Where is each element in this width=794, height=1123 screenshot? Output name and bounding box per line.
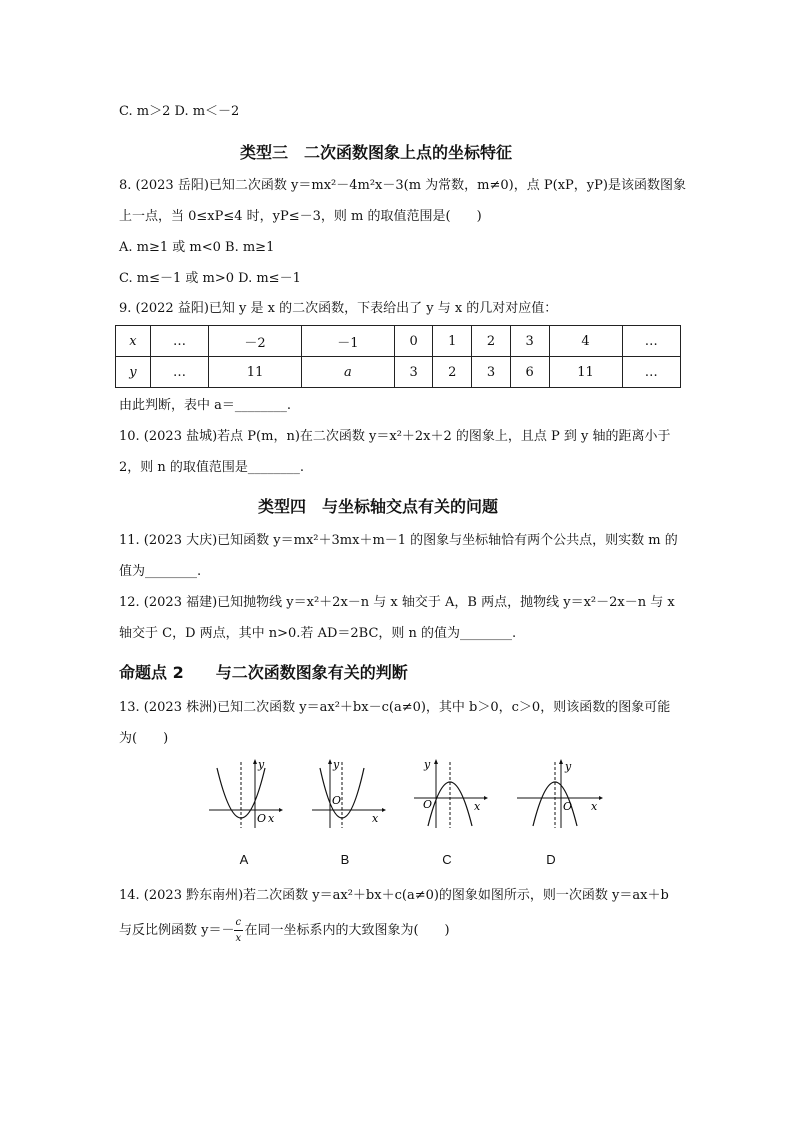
y-axis-label: y xyxy=(333,758,340,771)
x-axis-label: x xyxy=(474,800,481,813)
fraction-c-over-x xyxy=(234,917,244,944)
q7-options: C. m＞2 D. m＜－2 xyxy=(119,104,240,119)
table-cell: … xyxy=(150,357,208,388)
y-axis-label: y xyxy=(565,760,572,773)
fraction-denominator: x xyxy=(235,933,242,944)
table-cell: 1 xyxy=(433,326,472,357)
q13-line-2: 为( ) xyxy=(119,731,169,746)
q8-options-ab: A. m≥1 或 m<0 B. m≥1 xyxy=(119,240,275,255)
q14-line-2-prefix: 与反比例函数 y＝－ xyxy=(119,923,235,938)
q14-line-2 xyxy=(119,917,450,944)
table-cell: x xyxy=(116,326,151,357)
graph-d-label: D xyxy=(546,852,556,867)
table-cell: y xyxy=(116,357,151,388)
q14-line-2-suffix: 在同一坐标系内的大致图象为( ) xyxy=(244,923,450,938)
table-cell: －2 xyxy=(209,326,302,357)
table-row xyxy=(116,326,681,357)
graph-b xyxy=(308,758,388,830)
fraction-numerator: c xyxy=(235,917,242,928)
q13-line-1: 13. (2023 株洲)已知二次函数 y＝ax²＋bx－c(a≠0)，其中 b＞0，c＞0，则该函数的图象可能 xyxy=(119,700,671,715)
q9-line-1: 9. (2022 益阳)已知 y 是 x 的二次函数，下表给出了 y 与 x 的几对对应值： xyxy=(119,301,558,316)
table-cell: 3 xyxy=(394,357,433,388)
q10-line-2: 2，则 n 的取值范围是________. xyxy=(119,460,305,475)
table-cell: 11 xyxy=(209,357,302,388)
x-axis-label: x xyxy=(591,800,598,813)
table-cell: 3 xyxy=(510,326,549,357)
y-axis-label: y xyxy=(424,758,431,771)
table-cell: … xyxy=(622,357,680,388)
graph-d xyxy=(513,758,605,830)
section-3-title: 类型三 二次函数图象上点的坐标特征 xyxy=(240,143,513,162)
q9-line-2: 由此判断，表中 a＝________. xyxy=(119,398,292,413)
table-cell: －1 xyxy=(301,326,394,357)
table-cell: a xyxy=(301,357,394,388)
section-4-title: 类型四 与坐标轴交点有关的问题 xyxy=(258,497,499,516)
table-cell: 0 xyxy=(394,326,433,357)
table-cell: 4 xyxy=(549,326,622,357)
table-cell: 2 xyxy=(472,326,511,357)
table-cell: 6 xyxy=(510,357,549,388)
table-cell: 11 xyxy=(549,357,622,388)
x-axis-label: x xyxy=(268,812,275,825)
q8-line-1: 8. (2023 岳阳)已知二次函数 y＝mx²－4m²x－3(m 为常数，m≠0)，点 P(xP，yP)是该函数图象 xyxy=(119,178,686,193)
topic-2-title: 命题点 2 与二次函数图象有关的判断 xyxy=(119,663,408,682)
table-cell: … xyxy=(622,326,680,357)
origin-label: O xyxy=(257,812,267,825)
x-axis-label: x xyxy=(372,812,379,825)
origin-label: O xyxy=(423,798,433,811)
q11-line-1: 11. (2023 大庆)已知函数 y＝mx²＋3mx＋m－1 的图象与坐标轴恰有两个公共点，则实数 m 的 xyxy=(119,533,678,548)
q8-options-cd: C. m≤－1 或 m>0 D. m≤－1 xyxy=(119,271,301,286)
q10-line-1: 10. (2023 盐城)若点 P(m，n)在二次函数 y＝x²＋2x＋2 的图象上，且点 P 到 y 轴的距离小于 xyxy=(119,429,671,444)
q12-line-2: 轴交于 C，D 两点，其中 n>0.若 AD＝2BC，则 n 的值为________. xyxy=(119,626,517,641)
graph-a-label: A xyxy=(239,852,249,867)
table-row xyxy=(116,357,681,388)
graph-c xyxy=(410,758,490,830)
q8-line-2: 上一点，当 0≤xP≤4 时，yP≤－3，则 m 的取值范围是( ) xyxy=(119,209,482,224)
origin-label: O xyxy=(332,794,342,807)
table-cell: 3 xyxy=(472,357,511,388)
q12-line-1: 12. (2023 福建)已知抛物线 y＝x²＋2x－n 与 x 轴交于 A，B 两点，抛物线 y＝x²－2x－n 与 x xyxy=(119,595,675,610)
q14-line-1: 14. (2023 黔东南州)若二次函数 y＝ax²＋bx＋c(a≠0)的图象如图所示，则一次函数 y＝ax＋b xyxy=(119,888,669,903)
table-cell: … xyxy=(150,326,208,357)
q11-line-2: 值为________. xyxy=(119,564,202,579)
graph-a xyxy=(205,758,285,830)
graph-c-label: C xyxy=(442,852,452,867)
y-axis-label: y xyxy=(258,758,265,771)
table-cell: 2 xyxy=(433,357,472,388)
graph-b-label: B xyxy=(340,852,350,867)
origin-label: O xyxy=(563,800,573,813)
value-table xyxy=(115,325,681,388)
